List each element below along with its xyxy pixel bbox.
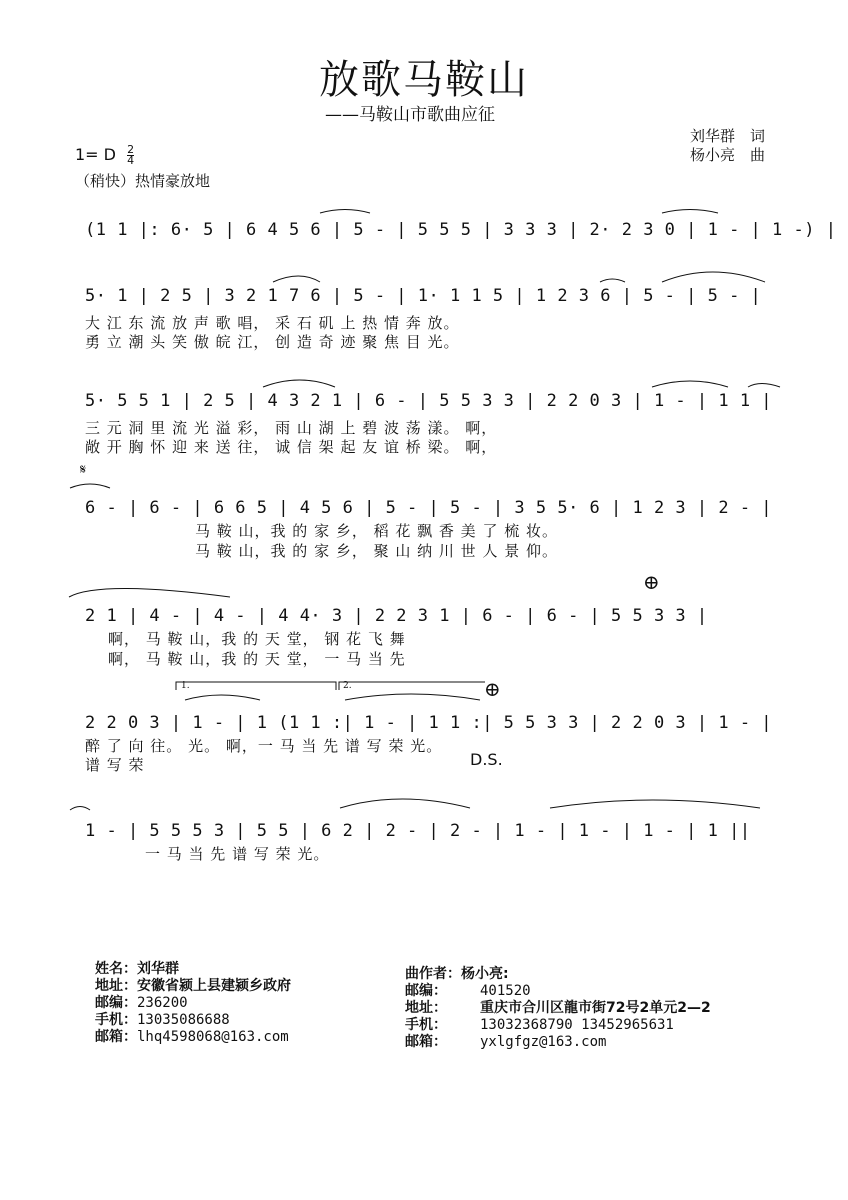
lyric-row-4-verse-1: 马 鞍 山，我 的 家 乡， 稻 花 飘 香 美 了 梳 妆。 — [195, 522, 558, 540]
lyric-row-2-verse-2: 勇 立 潮 头 笑 傲 皖 江， 创 造 奇 迹 聚 焦 目 光。 — [85, 333, 460, 351]
notes-row-3: 5· 5 5 1 | 2 5 | 4 3 2 1 | 6 - | 5 5 3 3 | 2 2 0 3 | 1 - | 1 1 | — [85, 391, 773, 411]
lyricist-address-line: 地址：安徽省颍上县建颍乡政府 — [95, 978, 291, 994]
composer-zip-line: 邮编： 401520 — [405, 983, 531, 999]
lyricist-credit: 刘华群 词 — [690, 127, 766, 145]
composer-phone-line: 手机： 13032368790 13452965631 — [405, 1017, 674, 1033]
lyric-row-3-verse-2: 敞 开 胸 怀 迎 来 送 往， 诚 信 架 起 友 谊 桥 梁。 啊， — [85, 438, 498, 456]
lyric-row-6-verse-2: 谱 写 荣 — [85, 756, 145, 774]
notes-row-4: 6 - | 6 - | 6 6 5 | 4 5 6 | 5 - | 5 - | 3 5 5· 6 | 1 2 3 | 2 - | — [85, 498, 773, 518]
notes-row-1: (1 1 |: 6· 5 | 6 4 5 6 | 5 - | 5 5 5 | 3 3 3 | 2· 2 3 0 | 1 - | 1 -) | — [85, 220, 837, 240]
volta-2: 2. — [343, 681, 352, 691]
notes-row-2: 5· 1 | 2 5 | 3 2 1 7 6 | 5 - | 1· 1 1 5 | 1 2 3 6 | 5 - | 5 - | — [85, 286, 762, 306]
composer-credit: 杨小亮 曲 — [690, 146, 766, 164]
coda-sign-2: ⊕ — [484, 677, 501, 701]
lyricist-zip-line: 邮编：236200 — [95, 995, 188, 1011]
lyric-row-6-verse-1: 醉 了 向 往。 光。 啊，一 马 当 先 谱 写 荣 光。 — [85, 737, 443, 755]
volta-1: 1. — [181, 681, 190, 691]
lyric-row-2-verse-1: 大 江 东 流 放 声 歌 唱， 采 石 矶 上 热 情 奔 放。 — [85, 314, 460, 332]
dal-segno: D.S. — [470, 750, 503, 769]
lyric-row-7-verse-1: 一 马 当 先 谱 写 荣 光。 — [145, 845, 330, 863]
composer-name-line: 曲作者：杨小亮: — [405, 966, 509, 982]
notes-row-6: 2 2 0 3 | 1 - | 1 (1 1 :| 1 - | 1 1 :| 5 5 3 3 | 2 2 0 3 | 1 - | — [85, 713, 773, 733]
lyric-row-4-verse-2: 马 鞍 山，我 的 家 乡， 聚 山 纳 川 世 人 景 仰。 — [195, 542, 558, 560]
lyric-row-5-verse-2: 啊， 马 鞍 山，我 的 天 堂， 一 马 当 先 — [108, 650, 406, 668]
time-top: 2 — [127, 143, 135, 156]
lyricist-phone-line: 手机：13035086688 — [95, 1012, 230, 1028]
lyric-row-3-verse-1: 三 元 洞 里 流 光 溢 彩， 雨 山 湖 上 碧 波 荡 漾。 啊， — [85, 419, 498, 437]
composer-address-line: 地址： 重庆市合川区龍市街72号2单元2—2 — [405, 1000, 711, 1016]
lyricist-name-line: 姓名：刘华群 — [95, 961, 179, 977]
lyricist-contact-block — [95, 961, 291, 1046]
lyricist-email-line: 邮箱：lhq4598068@163.com — [95, 1029, 289, 1045]
time-bottom: 4 — [127, 154, 135, 167]
coda-sign-1: ⊕ — [643, 570, 660, 594]
notes-row-7: 1 - | 5 5 5 3 | 5 5 | 6 2 | 2 - | 2 - | 1 - | 1 - | 1 - | 1 || — [85, 821, 751, 841]
tempo-marking: （稍快）热情豪放地 — [75, 172, 211, 190]
song-title: 放歌马鞍山 — [319, 57, 529, 103]
song-subtitle: ——马鞍山市歌曲应征 — [325, 105, 495, 125]
notes-row-5: 2 1 | 4 - | 4 - | 4 4· 3 | 2 2 3 1 | 6 - | 6 - | 5 5 3 3 | — [85, 606, 708, 626]
segno-sign: 𝄋 — [80, 462, 87, 478]
key-label: 1= D — [75, 145, 116, 164]
lyric-row-5-verse-1: 啊， 马 鞍 山，我 的 天 堂， 钢 花 飞 舞 — [108, 630, 406, 648]
composer-contact-block — [405, 966, 711, 1051]
composer-email-line: 邮箱： yxlgfgz@163.com — [405, 1034, 607, 1050]
